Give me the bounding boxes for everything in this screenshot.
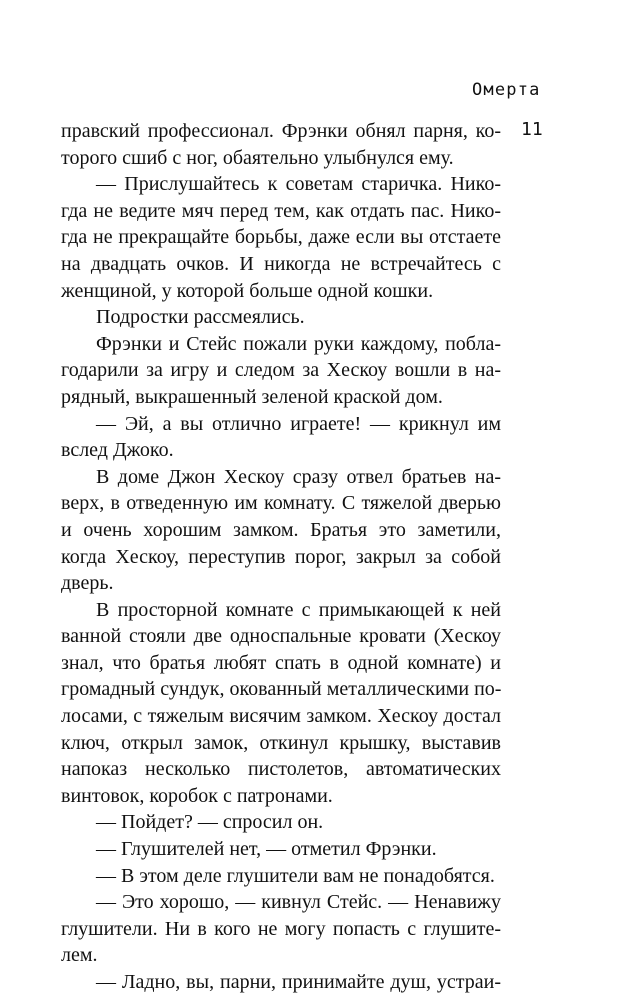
text-line: глушители. Ни в кого не могу попасть с глушите- xyxy=(61,917,501,940)
text-line: правский профессионал. Фрэнки обнял парня, ко- xyxy=(61,120,501,142)
text-line: рядный, выкрашенный зеленой краской дом. xyxy=(61,385,443,408)
text-line: Подростки рассмеялись. xyxy=(96,306,305,329)
text-line: — Эй, а вы отлично играете! — крикнул им xyxy=(96,412,501,435)
text-line: ванной стояли две односпальные кровати (Хескоу xyxy=(61,625,501,648)
text-line: — Ладно, вы, парни, принимайте душ, устраи- xyxy=(96,971,501,993)
text-line: — Это хорошо, — кивнул Стейс. — Ненавижу xyxy=(96,891,501,914)
text-line: лосами, с тяжелым висячим замком. Хескоу достал xyxy=(61,705,501,728)
text-line: В доме Джон Хескоу сразу отвел братьев на- xyxy=(96,465,501,488)
text-line: лем. xyxy=(61,944,98,967)
text-line: — Прислушайтесь к советам старичка. Нико- xyxy=(96,173,501,196)
text-line: — Глушителей нет, — отметил Фрэнки. xyxy=(96,838,437,861)
text-line: В просторной комнате с примыкающей к ней xyxy=(96,598,501,621)
text-line: — В этом деле глушители вам не понадобятся. xyxy=(96,864,495,887)
text-line: верх, в отведенную им комнату. С тяжелой дверью xyxy=(61,492,501,515)
text-line: Фрэнки и Стейс пожали руки каждому, побла- xyxy=(96,332,501,355)
page-number: 11 xyxy=(521,119,543,140)
text-line: когда Хескоу, переступив порог, закрыл за собой xyxy=(61,545,501,568)
text-line: знал, что братья любят спать в одной комнате) и xyxy=(61,651,501,674)
running-title: Омерта xyxy=(472,80,541,100)
text-line: торого сшиб с ног, обаятельно улыбнулся ему. xyxy=(61,146,454,169)
text-line: женщиной, у которой больше одной кошки. xyxy=(61,279,434,302)
text-line: винтовок, коробок с патронами. xyxy=(61,784,333,807)
text-line: годарили за игру и следом за Хескоу вошли в на- xyxy=(61,359,501,382)
text-line: напоказ несколько пистолетов, автоматических xyxy=(61,758,501,781)
text-line: и очень хорошим замком. Братья это заметили, xyxy=(61,518,501,541)
text-line: вслед Джоко. xyxy=(61,439,174,462)
text-line: громадный сундук, окованный металлическими по- xyxy=(61,678,502,701)
text-line: гда не прекращайте борьбы, даже если вы отстаете xyxy=(61,226,501,249)
text-line: гда не ведите мяч перед тем, как отдать пас. Нико- xyxy=(61,199,501,222)
text-line: ключ, открыл замок, откинул крышку, выставив xyxy=(61,731,501,754)
body-text xyxy=(61,118,501,996)
text-line: на двадцать очков. И никогда не встречайтесь с xyxy=(61,252,501,275)
text-line: дверь. xyxy=(61,572,114,595)
text-line: — Пойдет? — спросил он. xyxy=(96,811,324,834)
